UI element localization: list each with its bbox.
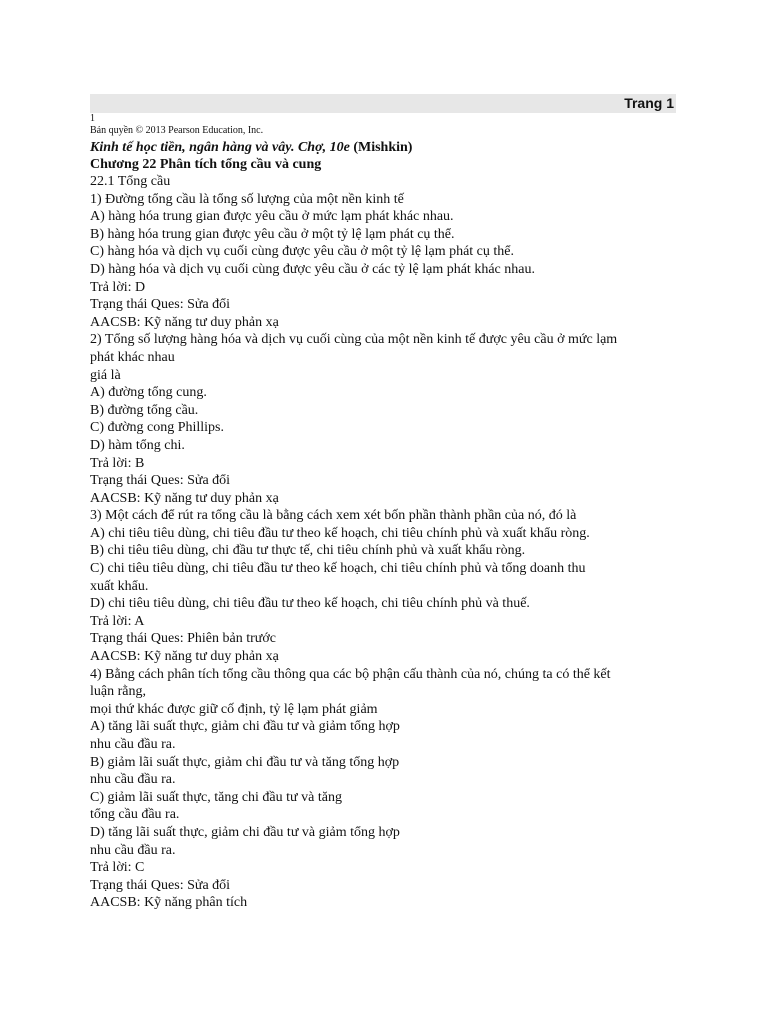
text-line: 2) Tổng số lượng hàng hóa và dịch vụ cuối cùng của một nền kinh tế được yêu cầu ở mức lạm: [90, 332, 618, 348]
text-line: mọi thứ khác được giữ cố định, tỷ lệ lạm phát giảm: [90, 701, 378, 717]
text-line: 4) Bằng cách phân tích tổng cầu thông qua các bộ phận cấu thành của nó, chúng ta có thể kết: [90, 666, 611, 682]
text-line: AACSB: Kỹ năng tư duy phản xạ: [90, 490, 279, 506]
page-label: Trang 1: [624, 95, 674, 111]
page-header-bar: [90, 94, 676, 113]
text-line: AACSB: Kỹ năng tư duy phản xạ: [90, 314, 279, 330]
text-line: 1) Đường tổng cầu là tổng số lượng của một nền kinh tế: [90, 191, 404, 207]
text-line: Trạng thái Ques: Sửa đổi: [90, 877, 231, 893]
text-line: A) chi tiêu tiêu dùng, chi tiêu đầu tư theo kế hoạch, chi tiêu chính phủ và xuất khẩu ròng.: [90, 525, 590, 541]
text-line: Trả lời: C: [90, 860, 145, 876]
text-line: 3) Một cách để rút ra tổng cầu là bằng cách xem xét bốn phần thành phần của nó, đó là: [90, 508, 577, 524]
text-line: nhu cầu đầu ra.: [90, 842, 176, 858]
text-line: phát khác nhau: [90, 349, 175, 365]
book-title: [90, 139, 676, 156]
book-author: (Mishkin): [349, 140, 413, 155]
text-line: nhu cầu đầu ra.: [90, 772, 176, 788]
text-line: tổng cầu đầu ra.: [90, 807, 180, 823]
text-line: C) hàng hóa và dịch vụ cuối cùng được yêu cầu ở một tỷ lệ lạm phát cụ thể.: [90, 244, 514, 260]
text-line: Trạng thái Ques: Sửa đổi: [90, 473, 231, 489]
text-line: D) hàng hóa và dịch vụ cuối cùng được yêu cầu ở các tỷ lệ lạm phát khác nhau.: [90, 261, 535, 277]
text-line: Trả lời: B: [90, 455, 145, 471]
text-line: A) tăng lãi suất thực, giảm chi đầu tư và giảm tổng hợp: [90, 719, 400, 735]
text-line: C) đường cong Phillips.: [90, 420, 224, 436]
text-line: Trạng thái Ques: Phiên bản trước: [90, 631, 276, 647]
text-line: C) giảm lãi suất thực, tăng chi đầu tư và tăng: [90, 789, 342, 805]
text-line: A) đường tổng cung.: [90, 385, 207, 401]
text-line: luận rằng,: [90, 684, 146, 700]
text-line: AACSB: Kỹ năng tư duy phản xạ: [90, 649, 279, 665]
question-lines: [90, 173, 676, 912]
text-line: C) chi tiêu tiêu dùng, chi tiêu đầu tư theo kế hoạch, chi tiêu chính phủ và tổng doanh thu: [90, 561, 586, 577]
text-line: Trả lời: A: [90, 613, 145, 629]
text-line: Trả lời: D: [90, 279, 146, 295]
text-line: B) hàng hóa trung gian được yêu cầu ở một tỷ lệ lạm phát cụ thể.: [90, 226, 455, 242]
text-line: 22.1 Tổng cầu: [90, 174, 171, 189]
text-line: giá là: [90, 367, 121, 383]
chapter-title: Chương 22 Phân tích tổng cầu và cung: [90, 157, 322, 172]
document-body: [90, 113, 676, 912]
text-line: D) hàm tổng chi.: [90, 437, 185, 453]
text-line: D) chi tiêu tiêu dùng, chi tiêu đầu tư theo kế hoạch, chi tiêu chính phủ và thuế.: [90, 596, 530, 612]
book-title-italic: Kinh tế học tiền, ngân hàng và vây. Chợ, 10e: [90, 140, 350, 155]
text-line: xuất khẩu.: [90, 578, 149, 594]
text-line: D) tăng lãi suất thực, giảm chi đầu tư và giảm tổng hợp: [90, 824, 400, 840]
text-line: A) hàng hóa trung gian được yêu cầu ở mức lạm phát khác nhau.: [90, 209, 454, 225]
text-line: B) chi tiêu tiêu dùng, chi đầu tư thực tế, chi tiêu chính phủ và xuất khẩu ròng.: [90, 543, 526, 559]
text-line: Trạng thái Ques: Sửa đổi: [90, 297, 231, 313]
text-line: B) giảm lãi suất thực, giảm chi đầu tư và tăng tổng hợp: [90, 754, 400, 770]
text-line: nhu cầu đầu ra.: [90, 737, 176, 752]
copyright-line: Bản quyền © 2013 Pearson Education, Inc.: [90, 125, 264, 136]
page-number: 1: [90, 113, 95, 124]
text-line: B) đường tổng cầu.: [90, 402, 199, 418]
text-line: AACSB: Kỹ năng phân tích: [90, 895, 248, 911]
